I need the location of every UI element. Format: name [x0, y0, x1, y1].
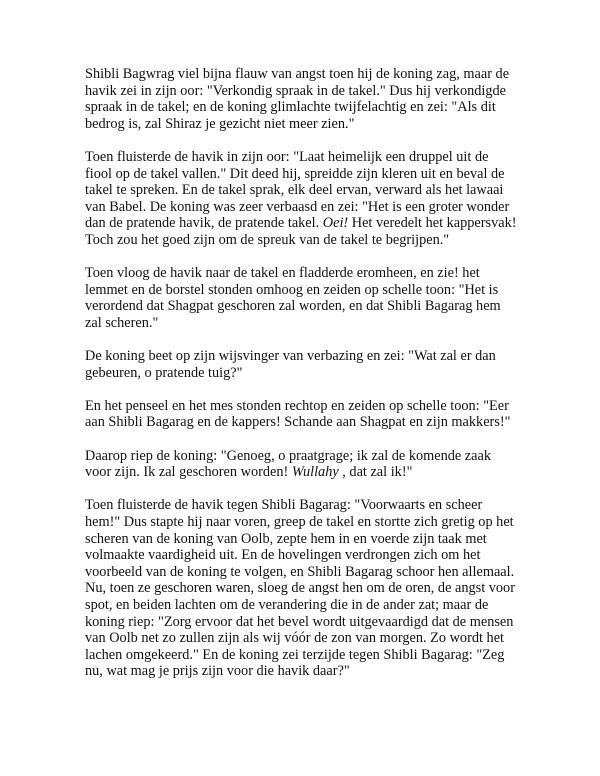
italic-oath: Wullahy: [291, 464, 339, 481]
document-body: [85, 66, 517, 697]
paragraph-6: [85, 448, 517, 481]
paragraph-text: Toen vloog de havik naar de takel en fladderde eromheen, en zie! het lemmet en de borstel stonden omhoog en zeiden op schelle toon: "Het is verordend dat Shagpat geschoren zal worden, en dat Shibli Bagarag hem zal scheren.": [85, 265, 501, 331]
paragraph-4: [85, 348, 517, 381]
paragraph-5: [85, 398, 517, 431]
italic-exclamation: Oei!: [322, 215, 349, 232]
paragraph-text: Daarop riep de koning: "Genoeg, o praatgrage; ik zal de komende zaak voor zijn. Ik zal geschoren worden!: [85, 447, 491, 481]
paragraph-2: [85, 149, 517, 249]
paragraph-text: En het penseel en het mes stonden rechtop en zeiden op schelle toon: "Eer aan Shibli Bagarag en de kappers! Schande aan Shagpat en zijn makkers!": [85, 397, 511, 431]
paragraph-text: Het veredelt het kappersvak! Toch zou het goed zijn om de spreuk van de takel te begrijpen.": [85, 215, 517, 248]
paragraph-text: Toen fluisterde de havik tegen Shibli Bagarag: "Voorwaarts en scheer hem!" Dus stapte hij naar voren, greep de takel en stortte zich gretig op het scheren van de koning van Oolb, zepte hem in en voerde zijn taak met volmaakte vaardigheid uit. En de hovelingen verdrongen zich om het voorbeeld van de koning te volgen, en Shibli Bagarag schoor hen allemaal. Nu, toen ze geschoren waren, sloeg de angst hen om de oren, de angst voor spot, en beiden lachten om de verandering die in de ander zat; maar de koning riep: "Zorg ervoor dat het bevel wordt uitgevaardigd dat de mensen van Oolb net zo zullen zijn als wij vóór de zon van morgen. Zo wordt het lachen omgekeerd." En de koning zei terzijde tegen Shibli Bagarag: "Zeg nu, wat mag je prijs zijn voor die havik daar?": [85, 497, 515, 680]
paragraph-7: [85, 497, 517, 680]
paragraph-text: Shibli Bagwrag viel bijna flauw van angst toen hij de koning zag, maar de havik zei in zijn oor: "Verkondig spraak in de takel." Dus hij verkondigde spraak in de takel; en de koning glimlachte twijfelachtig en zei: "Als dit bedrog is, zal Shiraz je gezicht niet meer zien.": [85, 66, 510, 132]
paragraph-3: [85, 265, 517, 331]
paragraph-1: [85, 66, 517, 132]
paragraph-text: De koning beet op zijn wijsvinger van verbazing en zei: "Wat zal er dan gebeuren, o pratende tuig?": [85, 348, 496, 381]
paragraph-text: Toen fluisterde de havik in zijn oor: "Laat heimelijk een druppel uit de fiool op de takel vallen." Dit deed hij, spreidde zijn kleren uit en beval de takel te spreken. En de takel sprak, elk deel ervan, verward als het lawaai van Babel. De koning was zeer verbaasd en zei: "Het is een groter wonder dan de pratende havik, de pratende takel.: [85, 148, 510, 232]
paragraph-text: , dat zal ik!": [338, 464, 413, 481]
